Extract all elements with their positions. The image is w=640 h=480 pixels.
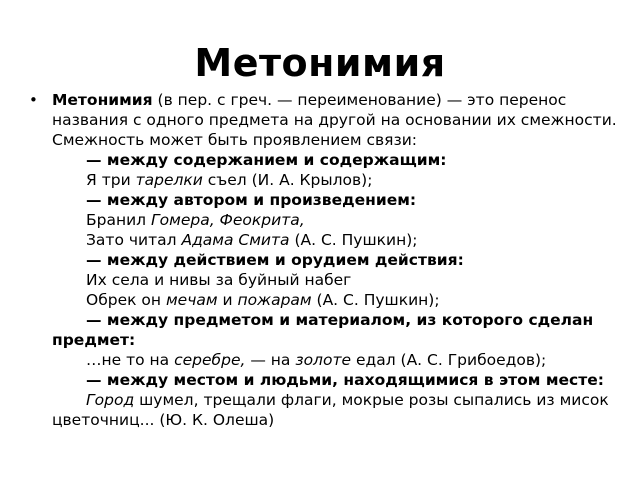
metonymy-word: Гомера, Феокрита,: [151, 211, 305, 229]
example-line: Их села и нивы за буйный набег: [86, 271, 352, 289]
text: — на: [245, 351, 296, 369]
text: шумел, трещали флаги, мокрые розы сыпались из мисок цветочниц... (Ю. К. Олеша): [52, 391, 609, 429]
term: Метонимия: [52, 91, 153, 109]
metonymy-word: тарелки: [135, 171, 203, 189]
metonymy-word: Город: [86, 391, 135, 409]
heading-author-work: — между автором и произведением:: [86, 191, 417, 209]
heading-content-container: — между содержанием и содержащим:: [86, 151, 447, 169]
text: (А. С. Пушкин);: [289, 231, 418, 249]
heading-action-tool: — между действием и орудием действия:: [86, 251, 464, 269]
metonymy-word: серебре,: [174, 351, 246, 369]
example-line: [52, 170, 622, 190]
text: Зато читал: [86, 231, 182, 249]
example-line: [52, 390, 622, 430]
metonymy-word: золоте: [295, 351, 352, 369]
heading-object-material: — между предметом и материалом, из которого сделан предмет:: [52, 311, 594, 349]
text: и: [217, 291, 238, 309]
text: …не то на: [86, 351, 175, 369]
metonymy-word: пожарам: [237, 291, 312, 309]
intro-paragraph: [52, 90, 622, 150]
intro-text: (в пер. с греч. — переименование) — это перенос названия с одного предмета на другой на основании их смежности. Смежность может быть проявлением связи:: [52, 91, 617, 149]
text: Обрек он: [86, 291, 166, 309]
text: съел (И. А. Крылов);: [202, 171, 373, 189]
bullet-icon: •: [29, 91, 38, 109]
metonymy-word: мечам: [165, 291, 218, 309]
example-line: [52, 290, 622, 310]
slide-title: Метонимия: [194, 41, 446, 85]
metonymy-word: Адама Смита: [181, 231, 290, 249]
heading-place-people: — между местом и людьми, находящимися в этом месте:: [86, 371, 604, 389]
text: едал (А. С. Грибоедов);: [351, 351, 547, 369]
text: (А. С. Пушкин);: [311, 291, 440, 309]
text: Бранил: [86, 211, 152, 229]
example-line: [52, 210, 622, 230]
content-block: [29, 90, 622, 430]
text: Я три: [86, 171, 136, 189]
example-line: [52, 230, 622, 250]
example-line: [52, 350, 622, 370]
